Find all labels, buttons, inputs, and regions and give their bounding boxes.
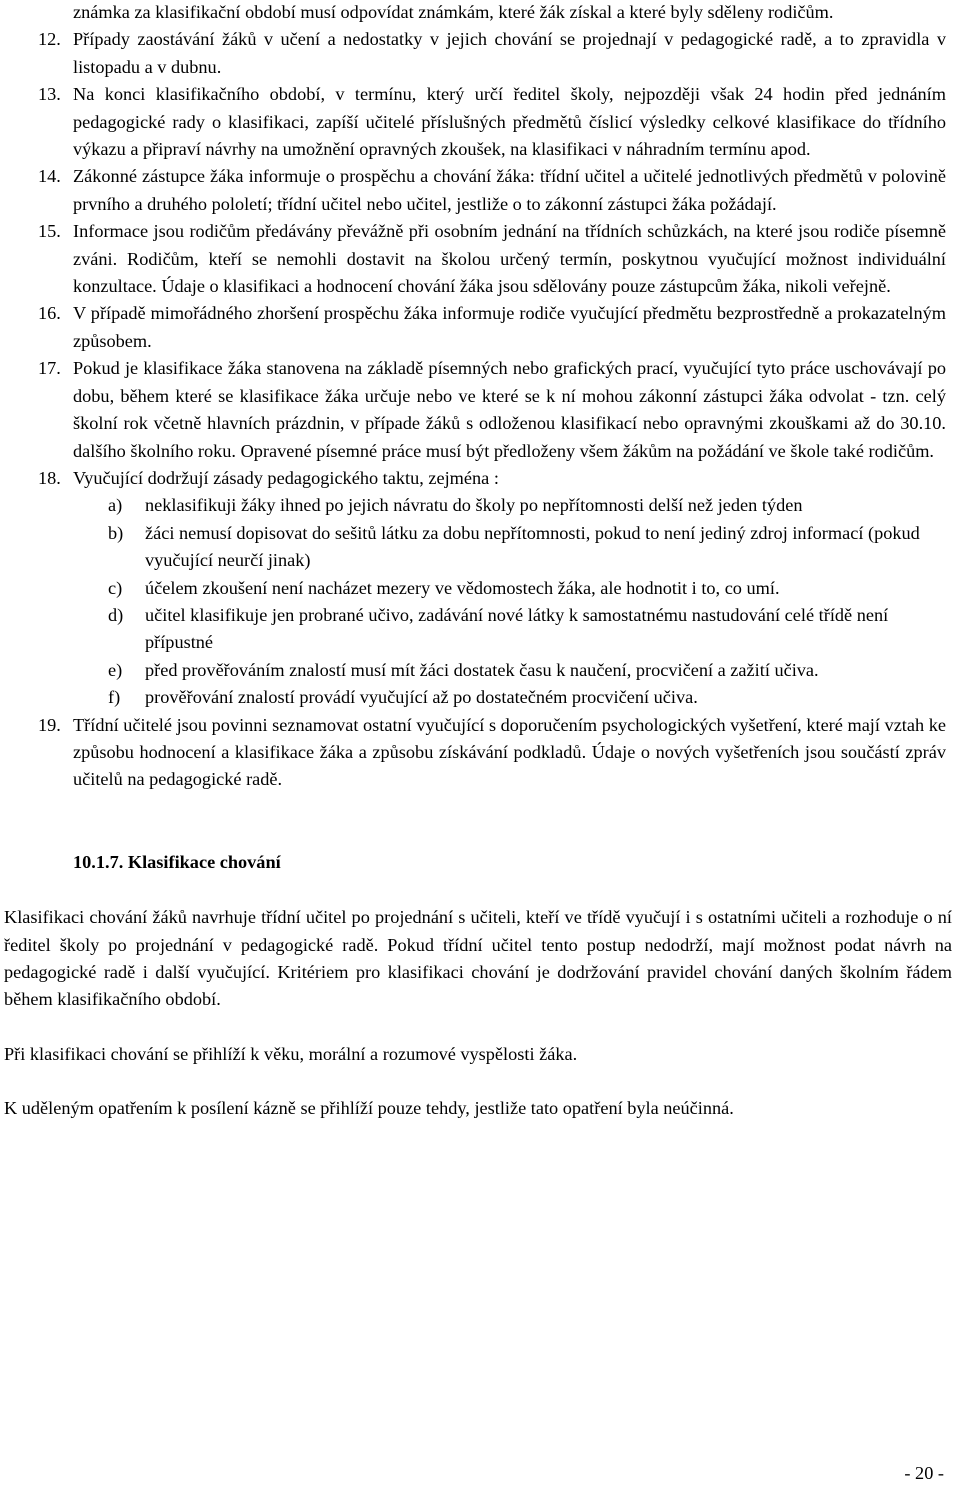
sub-item-text: neklasifikuji žáky ihned po jejich návratu do školy po nepřítomnosti delší než jeden týden	[145, 495, 803, 516]
numbered-list	[0, 0, 960, 492]
list-item-text: Případy zaostávání žáků v učení a nedostatky v jejich chování se projednají v pedagogické radě, a to zpravidla v listopadu a v dubnu.	[73, 29, 946, 77]
sub-item-text: účelem zkoušení není nacházet mezery ve vědomostech žáka, ale hodnotit i to, co umí.	[145, 577, 780, 598]
list-item-text: Pokud je klasifikace žáka stanovena na základě písemných nebo grafických prací, vyučující tyto práce uschovávají po dobu, během které se klasifikace žáka určuje nebo ve které se k ní mohou zákonní zástupci žáka odvolat - tzn. celý školní rok včetně hlavních prázdnin, v případe žáků s odloženou klasifikací nebo opravnými zkouškami až do 30.10. dalšího školního roku. Opravené písemné práce musí být předloženy všem žákům na požádání ve škole také rodičům.	[73, 358, 946, 461]
list-item-text: Na konci klasifikačního období, v termínu, který určí ředitel školy, nejpozději však 24 hodin před jednáním pedagogické rady o klasifikaci, zapíší učitelé příslušných předmětů číslicí výsledky celkové klasifikace do třídního výkazu a připraví návrhy na umožnění opravných zkoušek, na klasifikaci v náhradním termínu apod.	[73, 84, 946, 160]
list-item-text: Informace jsou rodičům předávány převážně při osobním jednání na třídních schůzkách, na které jsou rodiče písemně zváni. Rodičům, kteří se nemohli dostavit na školou určený termín, poskytnou vyučující možnost individuální konzultace. Údaje o klasifikaci a hodnocení chování žáka jsou sdělovány pouze zástupcům žáka, nikoli veřejně.	[73, 221, 946, 297]
list-item-18	[0, 465, 960, 492]
sub-list	[0, 492, 960, 711]
list-item-19	[0, 712, 960, 794]
sub-item-text: žáci nemusí dopisovat do sešitů látku za dobu nepřítomnosti, pokud to není jediný zdroj informací (pokud vyučující neurčí jinak)	[145, 522, 920, 571]
sub-item-c	[0, 575, 960, 602]
list-item-17	[0, 355, 960, 465]
list-item-16	[0, 300, 960, 355]
sub-item-letter: e)	[108, 659, 123, 680]
sub-item-letter: a)	[108, 495, 123, 516]
list-item-number: 13.	[38, 84, 61, 105]
list-item-number: 16.	[38, 303, 61, 324]
sub-item-d	[0, 602, 960, 657]
sub-item-text: učitel klasifikuje jen probrané učivo, zadávání nové látky k samostatnému nastudování celé třídě není přípustné	[145, 604, 889, 653]
section-heading: 10.1.7. Klasifikace chování	[73, 851, 281, 872]
sub-item-letter: d)	[108, 604, 124, 625]
list-item-text: Třídní učitelé jsou povinni seznamovat ostatní vyučující s doporučením psychologických vyšetření, které mají vztah ke způsobu hodnocení a klasifikace žáka a způsobu získávání podkladů. Údaje o nových vyšetřeních jsou součástí zpráv učitelů na pedagogické radě.	[73, 714, 946, 790]
sub-item-b	[0, 520, 960, 575]
sub-item-letter: f)	[108, 687, 121, 708]
list-item-text: známka za klasifikační období musí odpovídat známkám, které žák získal a které byly sděleny rodičům.	[73, 2, 834, 22]
sub-item-letter: c)	[108, 577, 123, 598]
list-item-14	[0, 163, 960, 218]
sub-item-f	[0, 684, 960, 711]
sub-item-letter: b)	[108, 522, 124, 543]
paragraph-disciplinary-measures: K uděleným opatřením k posílení kázně se přihlíží pouze tehdy, jestliže tato opatření byla neúčinná.	[4, 1098, 734, 1119]
list-item-text: Zákonné zástupce žáka informuje o prospěchu a chování žáka: třídní učitel a učitelé jednotlivých předmětů v polovině prvního a druhého pololetí; třídní učitel nebo učitel, jestliže o to zákonní zástupci žáka požádají.	[73, 166, 946, 214]
list-item-number: 19.	[38, 714, 61, 735]
list-item-12	[0, 26, 960, 81]
sub-item-text: prověřování znalostí provádí vyučující až po dostatečném procvičení učiva.	[145, 687, 698, 708]
list-item-number: 15.	[38, 221, 61, 242]
sub-item-text: před prověřováním znalostí musí mít žáci dostatek času k naučení, procvičení a zažití učiva.	[145, 659, 819, 680]
list-item-continuation	[0, 0, 960, 26]
list-item-15	[0, 218, 960, 300]
list-item-text: V případě mimořádného zhoršení prospěchu žáka informuje rodiče vyučující předmětu bezprostředně a prokazatelným způsobem.	[73, 303, 946, 351]
sub-item-a	[0, 492, 960, 519]
list-item-number: 18.	[38, 467, 61, 488]
list-item-text: Vyučující dodržují zásady pedagogického taktu, zejména :	[73, 467, 499, 488]
list-item-13	[0, 81, 960, 163]
page-number: - 20 -	[904, 1463, 944, 1483]
numbered-list-continued	[0, 712, 960, 794]
list-item-number: 17.	[38, 358, 61, 379]
list-item-number: 14.	[38, 166, 61, 187]
paragraph-behavior-classification: Klasifikaci chování žáků navrhuje třídní učitel po projednání s učiteli, kteří ve třídě vyučují i s ostatními učiteli a rozhoduje o ní ředitel školy po projednání v pedagogické radě. Pokud třídní učitel tento postup nedodrží, mají možnost podat návrh na pedagogické radě i další vyučující. Kritériem pro klasifikaci chování je dodržování pravidel chování daných školním řádem během klasifikačního období.	[4, 907, 952, 1010]
sub-item-e	[0, 657, 960, 684]
paragraph-age-consideration: Při klasifikaci chování se přihlíží k věku, morální a rozumové vyspělosti žáka.	[4, 1043, 578, 1064]
list-item-number: 12.	[38, 29, 61, 50]
